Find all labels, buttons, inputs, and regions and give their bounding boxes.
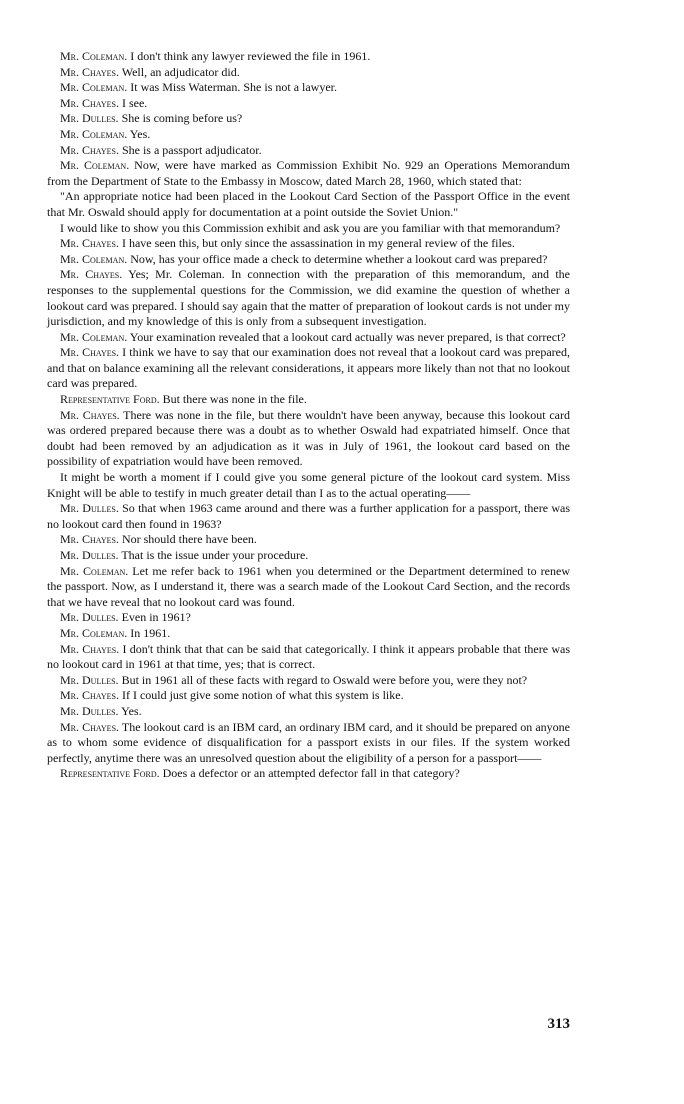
speaker-name: Mr. Coleman.	[60, 251, 128, 266]
speaker-name: Mr. Chayes.	[60, 641, 120, 656]
paragraph-text: That is the issue under your procedure.	[118, 548, 309, 562]
paragraph-text: She is coming before us?	[118, 111, 243, 126]
speaker-name: Mr. Coleman.	[60, 126, 128, 141]
paragraph	[47, 65, 570, 81]
speaker-name: Representative Ford.	[60, 392, 160, 407]
paragraph-text: It was Miss Waterman. She is not a lawyer.	[127, 80, 338, 95]
paragraph	[47, 688, 570, 704]
paragraph	[47, 143, 570, 159]
paragraph-text: "An appropriate notice had been placed in the Lookout Card Section of the Passport Office in the event that Mr. Oswald should apply for documentation at a point outside the Soviet Union."	[47, 189, 570, 219]
speaker-name: Mr. Coleman.	[60, 563, 129, 578]
paragraph	[47, 766, 570, 782]
paragraph	[47, 111, 570, 127]
page-number: 313	[547, 1016, 570, 1032]
paragraph	[47, 720, 570, 767]
speaker-name: Mr. Chayes.	[60, 64, 119, 79]
paragraph	[47, 501, 570, 532]
speaker-name: Mr. Coleman.	[60, 49, 128, 63]
paragraph	[47, 80, 570, 96]
paragraph-text: Does a defector or an attempted defector fall in that category?	[159, 766, 460, 781]
speaker-name: Mr. Coleman.	[60, 158, 130, 173]
speaker-name: Mr. Chayes.	[60, 236, 119, 251]
paragraph-text: Well, an adjudicator did.	[118, 64, 240, 79]
paragraph	[47, 548, 570, 564]
speaker-name: Mr. Dulles.	[60, 703, 119, 718]
paragraph	[47, 252, 570, 268]
paragraph-text: In 1961.	[127, 625, 171, 640]
speaker-name: Mr. Coleman.	[60, 329, 128, 344]
speaker-name: Mr. Chayes.	[60, 95, 119, 110]
paragraph-text: She is a passport adjudicator.	[118, 142, 262, 157]
paragraph	[47, 564, 570, 611]
paragraph	[47, 532, 570, 548]
paragraph-text: Nor should there have been.	[118, 532, 257, 547]
testimony-text	[47, 49, 570, 782]
speaker-name: Mr. Chayes.	[60, 688, 119, 703]
paragraph-text: I have seen this, but only since the assassination in my general review of the files.	[118, 236, 515, 251]
paragraph-text: There was none in the file, but there wouldn't have been anyway, because this lookout card was ordered prepared because there was a doubt as to whether Oswald had expatriated himself. Once that doubt had been removed by an adjudication as it was in July of 1961, the lookout card based on the possibility of expatriation would have been removed.	[47, 407, 570, 469]
paragraph	[47, 392, 570, 408]
speaker-name: Mr. Chayes.	[60, 267, 123, 282]
speaker-name: Mr. Chayes.	[60, 142, 119, 157]
paragraph	[47, 610, 570, 626]
paragraph-text: So that when 1963 came around and there was a further application for a passport, there was no lookout card then found in 1963?	[47, 501, 571, 531]
speaker-name: Mr. Coleman.	[60, 80, 128, 95]
speaker-name: Mr. Dulles.	[60, 501, 119, 516]
paragraph-text: Yes.	[127, 126, 151, 141]
paragraph	[47, 49, 570, 65]
paragraph-text: Your examination revealed that a lookout card actually was never prepared, is that correct?	[127, 329, 566, 344]
speaker-name: Mr. Dulles.	[60, 610, 119, 625]
paragraph	[47, 673, 570, 689]
paragraph-text: But in 1961 all of these facts with regard to Oswald were before you, were they not?	[118, 672, 528, 687]
paragraph-text: If I could just give some notion of what this system is like.	[118, 688, 404, 703]
speaker-name: Mr. Chayes.	[60, 407, 120, 422]
paragraph	[47, 470, 570, 501]
paragraph	[47, 158, 570, 189]
paragraph	[47, 221, 570, 237]
speaker-name: Mr. Chayes.	[60, 532, 119, 547]
speaker-name: Mr. Dulles.	[60, 111, 119, 126]
paragraph-text: I don't think that that can be said that categorically. I think it appears probable that there was no lookout card in 1961 at that time, yes; that is correct.	[47, 641, 570, 672]
paragraph-text: Yes.	[118, 703, 142, 718]
paragraph	[47, 96, 570, 112]
speaker-name: Mr. Coleman.	[60, 625, 128, 640]
paragraph	[47, 642, 570, 673]
paragraph	[47, 626, 570, 642]
speaker-name: Mr. Chayes.	[60, 345, 120, 360]
paragraph-text: The lookout card is an IBM card, an ordinary IBM card, and it should be prepared on anyone as to whom some evidence of disqualification for a passport exists in our files. If the system worked perfectly, anytime there was an unresolved question about the eligibility of a person for a passport——	[47, 719, 570, 765]
speaker-name: Mr. Dulles.	[60, 548, 119, 562]
paragraph	[47, 127, 570, 143]
paragraph-text: I don't think any lawyer reviewed the file in 1961.	[127, 49, 371, 63]
paragraph-text: Let me refer back to 1961 when you determined or the Department determined to renew the passport. Now, as I understand it, there was a search made of the Lookout Card Section, and the records that we have reveal that no lookout card was found.	[47, 563, 570, 609]
paragraph-text: Even in 1961?	[118, 610, 191, 625]
paragraph	[47, 704, 570, 720]
paragraph-text: But there was none in the file.	[159, 392, 307, 407]
paragraph	[47, 236, 570, 252]
paragraph-text: Yes; Mr. Coleman. In connection with the preparation of this memorandum, and the responses to the supplemental questions for the Commission, we did examine the question of whether a lookout card was prepared. I should say again that the matter of preparation of lookout cards is not under my jurisdiction, and my knowledge of this is only from a subsequent investigation.	[47, 267, 570, 329]
speaker-name: Mr. Chayes.	[60, 719, 120, 734]
paragraph-text: It might be worth a moment if I could give you some general picture of the lookout card system. Miss Knight will be able to testify in much greater detail than I as to the actual operating——	[47, 470, 570, 500]
paragraph	[47, 345, 570, 392]
paragraph	[47, 330, 570, 346]
paragraph-text: Now, were have marked as Commission Exhibit No. 929 an Operations Memorandum from the Department of State to the Embassy in Moscow, dated March 28, 1960, which stated that:	[47, 158, 570, 188]
speaker-name: Mr. Dulles.	[60, 672, 119, 687]
paragraph-text: Now, has your office made a check to determine whether a lookout card was prepared?	[127, 251, 548, 266]
paragraph-text: I think we have to say that our examination does not reveal that a lookout card was prepared, and that on balance examining all the relevant considerations, it appears more likely than not that no lookout card was prepared.	[47, 345, 570, 391]
speaker-name: Representative Ford.	[60, 766, 160, 781]
paragraph	[47, 267, 570, 329]
quoted-paragraph	[47, 189, 570, 220]
paragraph-text: I would like to show you this Commission exhibit and ask you are you familiar with that memorandum?	[60, 220, 561, 235]
paragraph	[47, 408, 570, 470]
paragraph-text: I see.	[118, 95, 148, 110]
